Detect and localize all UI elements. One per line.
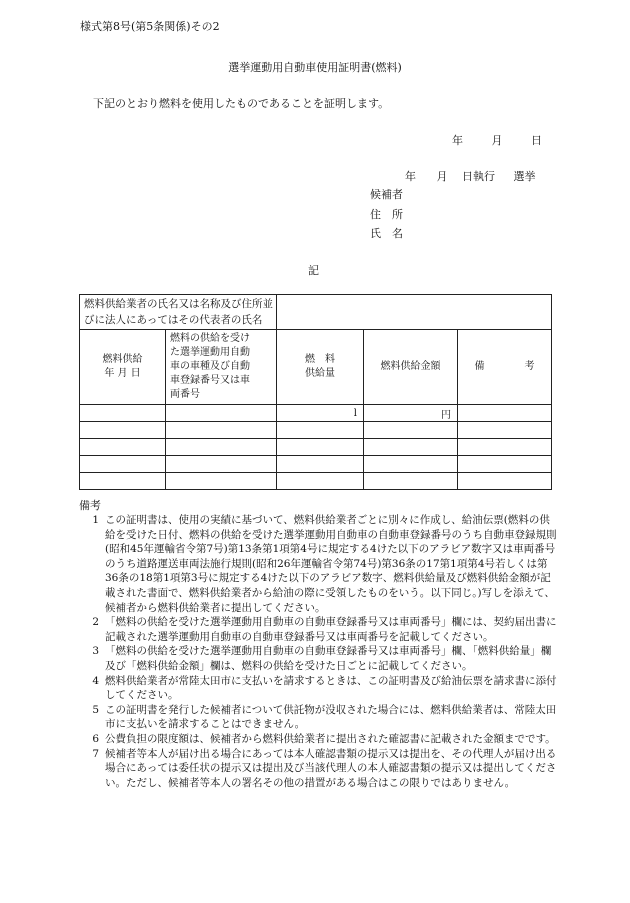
col-vehicle: 燃料の供給を受け た選挙運動用自動 車の車種及び自動 車登録番号又は車 両番号 — [166, 330, 277, 405]
note-item: 3 「燃料の供給を受けた選挙運動用自動車の自動車登録番号又は車両番号」欄、「燃料供給量」欄及び「燃料供給金額」欄は、燃料の供給を受けた日ごとに記載してください。 — [92, 645, 552, 672]
election-day-exec: 日執行 — [462, 170, 495, 183]
note-item: 2 「燃料の供給を受けた選挙運動用自動車の自動車登録番号又は車両番号」欄には、契約届出書に記載された選挙運動用自動車の自動車登録番号又は車両番号を記載してください。 — [92, 616, 557, 643]
table-row — [80, 405, 552, 422]
election-month: 月 — [436, 170, 448, 183]
date-year: 年 — [452, 134, 463, 147]
table-row — [80, 473, 552, 490]
election-line — [405, 168, 536, 184]
name-label: 氏 名 — [370, 227, 403, 240]
note-item: 6 公費負担の限度額は、候補者から燃料供給業者に提出された確認書に記載された金額までです。 — [92, 732, 556, 745]
date-month: 月 — [491, 134, 503, 147]
table-row — [80, 439, 552, 456]
certification-statement: 下記のとおり燃料を使用したものであることを証明します。 — [93, 97, 390, 110]
col-amount: 燃料供給金額 — [364, 330, 458, 405]
qty-unit: l — [277, 405, 364, 422]
note-item: 7 候補者等本人が届け出る場合にあっては本人確認書類の提示又は提出を、その代理人が届け出る場合にあっては委任状の提示又は提出及び当該代理人の本人確認書類の提示又は提出してください。ただし、候補者等本人の署名その他の措置がある場合はこの限りではありません。 — [92, 747, 557, 789]
note-item: 1 この証明書は、使用の実績に基づいて、燃料供給業者ごとに別々に作成し、給油伝票(燃料の供給を受けた日付、燃料の供給を受けた選挙運動用自動車の自動車登録番号のうち自動車登録規則(昭和45年運輸省令第7号)第13条第1項第4号に規定する4けた以下のアラビア数字又は車両番号のうち道路運送車両法施行規則(昭和26年運輸省令第74号)第36条の17第1項第4号若しくは第36条の18第1項第3号に規定する4けた以下のアラビア数字、燃料供給量及び燃料供給金額が記載された書面で、燃料供給業者から給油の際に受領したものをいう。以下同じ。)写しを添えて、候補者から燃料供給業者に提出してください。 — [92, 514, 557, 614]
notes-list — [79, 513, 559, 790]
fuel-table — [79, 294, 552, 490]
document-title: 選挙運動用自動車使用証明書(燃料) — [228, 61, 402, 74]
note-item: 4 燃料供給業者が常陸太田市に支払いを請求するときは、この証明書及び給油伝票を請求書に添付してください。 — [92, 674, 557, 702]
note-item: 5 この証明書を発行した候補者について供託物が没収された場合には、燃料供給業者は、常陸太田市に支払いを請求することはできません。 — [92, 703, 557, 731]
ki-marker: 記 — [308, 264, 319, 277]
notes-title: 備考 — [79, 499, 101, 512]
election-year: 年 — [405, 170, 416, 183]
supplier-value — [277, 295, 552, 330]
amount-unit: 円 — [364, 405, 458, 422]
col-quantity: 燃 料 供給量 — [277, 330, 364, 405]
candidate-label: 候補者 — [370, 188, 403, 201]
col-supply-date: 燃料供給 年 月 日 — [80, 330, 166, 405]
election-name: 選挙 — [513, 170, 536, 183]
date-day: 日 — [531, 134, 542, 147]
col-remarks: 備 考 — [458, 330, 552, 405]
address-label: 住 所 — [370, 208, 403, 221]
table-row — [80, 422, 552, 439]
supplier-label: 燃料供給業者の氏名又は名称及び住所並 びに法人にあってはその代表者の氏名 — [80, 295, 277, 330]
table-row — [80, 456, 552, 473]
issue-date — [452, 132, 542, 148]
form-number: 様式第8号(第5条関係)その2 — [80, 20, 220, 33]
